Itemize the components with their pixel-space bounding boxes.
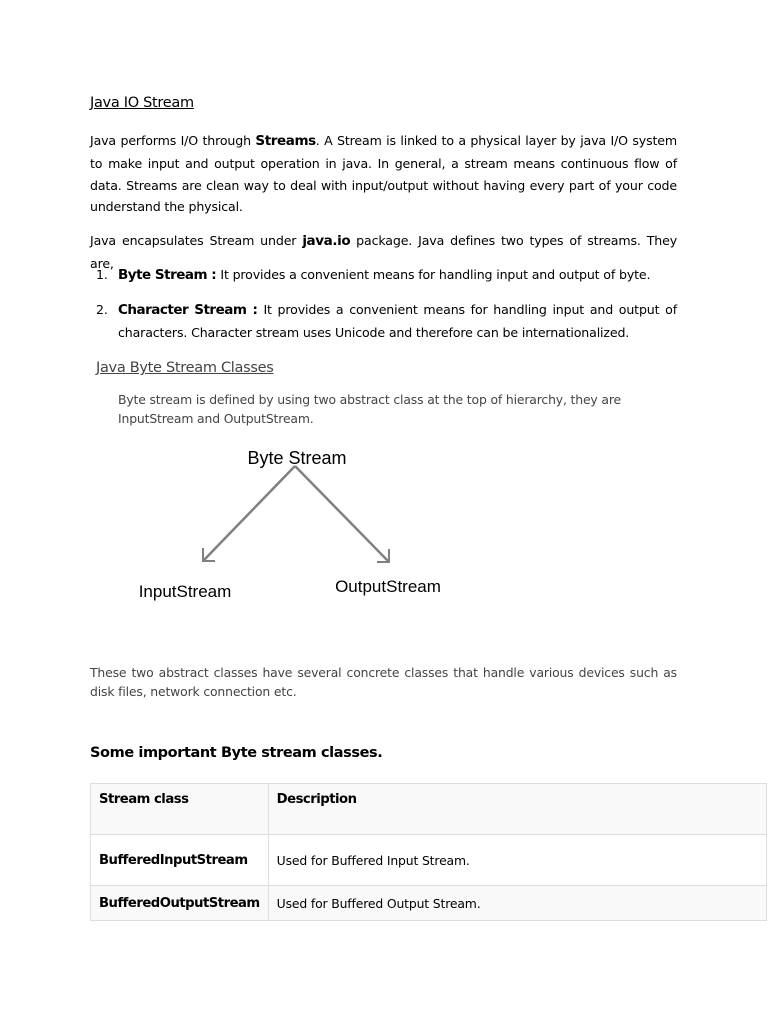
list-item-byte-stream [90, 264, 677, 287]
page-title: Java IO Stream [90, 95, 194, 111]
intro-paragraph-1 [90, 130, 677, 218]
table-cell-class-name: BufferedInputStream [91, 835, 269, 886]
diagram-right-arrow-line [295, 466, 388, 561]
streams-term: Streams [255, 133, 316, 149]
list-item-character-stream [90, 299, 677, 344]
diagram-right-label: OutputStream [335, 577, 441, 596]
byte-section-description: Byte stream is defined by using two abstract class at the top of hierarchy, they are InputStream and OutputStream. [118, 392, 621, 426]
intro-text-b: . A Stream is linked to a physical layer by java I/O system to make input and output operation in java. In general, a stream means continuous flow of data. Streams are clean way to deal with input/output without having every part of your code understand the physical. [90, 133, 677, 215]
table-row [91, 835, 767, 886]
intro2-text-b: package. Java defines two types of streams. They are, [90, 233, 677, 271]
diagram-left-label: InputStream [138, 582, 232, 601]
list-item-body [118, 264, 677, 287]
diagram-root-label: Byte Stream [247, 448, 347, 468]
table-row [91, 886, 767, 921]
table-header-row [91, 784, 767, 835]
table-cell-class-name: BufferedOutputStream [91, 886, 269, 921]
intro-text-a: Java performs I/O through [90, 133, 256, 148]
table-heading: Some important Byte stream classes. [90, 745, 383, 761]
list-item-body [118, 299, 677, 344]
intro2-text-a: Java encapsulates Stream under [90, 233, 303, 248]
list-text: It provides a convenient means for handling input and output of characters. Character stream uses Unicode and therefore can be internationalized. [118, 302, 677, 340]
table-header-stream-class: Stream class [91, 784, 269, 835]
list-term: Byte Stream : [118, 267, 221, 283]
list-term: Character Stream : [118, 302, 264, 318]
list-number: 2. [96, 302, 108, 317]
table-cell-description: Used for Buffered Output Stream. [268, 886, 766, 921]
java-io-term: java.io [302, 233, 351, 249]
table-cell-description: Used for Buffered Input Stream. [268, 835, 766, 886]
list-number: 1. [96, 267, 108, 282]
concrete-classes-note: These two abstract classes have several concrete classes that handle various devices such as disk files, network connection etc. [90, 665, 677, 699]
list-text: It provides a convenient means for handling input and output of byte. [220, 267, 651, 282]
table-header-description: Description [268, 784, 766, 835]
byte-section-title: Java Byte Stream Classes [96, 360, 274, 376]
byte-stream-diagram [120, 440, 460, 610]
byte-stream-classes-table [90, 783, 767, 921]
diagram-left-arrow-line [204, 466, 295, 560]
